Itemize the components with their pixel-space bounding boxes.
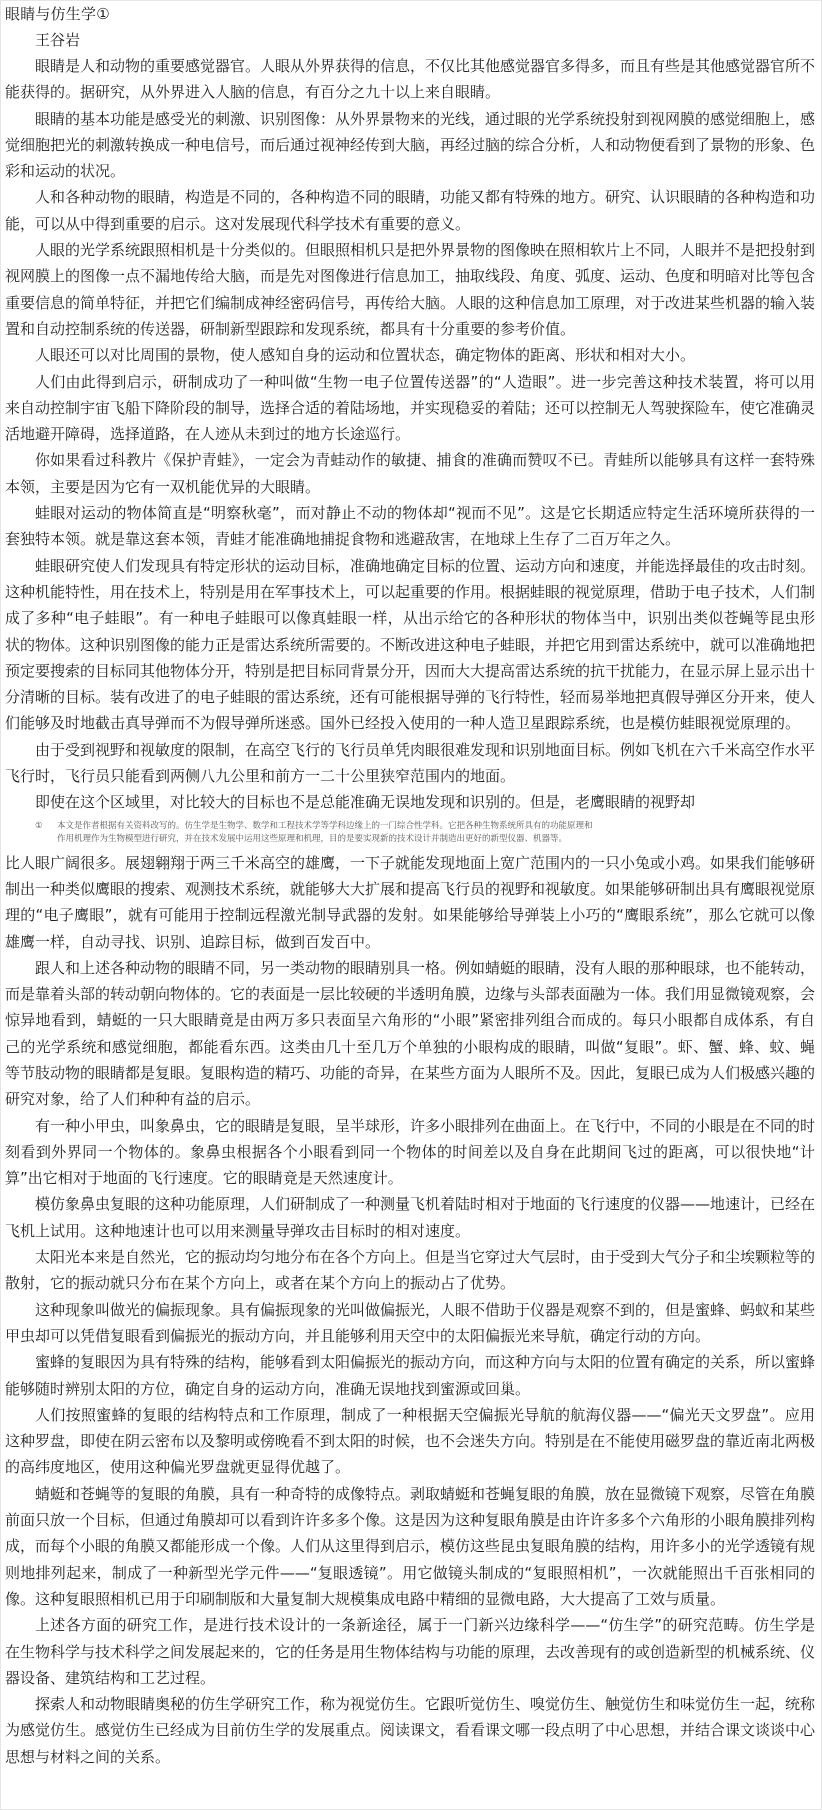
paragraph-6: 人们由此得到启示，研制成功了一种叫做“生物一电子位置传送器”的“人造眼”。进一步完善这种技术装置，将可以用来自动控制宇宙飞船下降阶段的制导，选择合适的着陆场地，并实现稳妥的着陆；还可以控制无人驾驶探险车，使它准确灵活地避开障碍，选择道路，在人迹从未到过的地方长途巡行。 [5, 372, 816, 444]
document-title: 眼睛与仿生学① [5, 5, 110, 23]
paragraph-16: 太阳光本来是自然光，它的振动均匀地分布在各个方向上。但是当它穿过大气层时，由于受到大气分子和尘埃颗粒等的散射，它的振动就只分布在某个方向上，或者在某个方向上的振动占了优势。 [5, 1248, 816, 1293]
footnote-mark: ① [35, 820, 43, 831]
paragraph-5: 人眼还可以对比周围的景物，使人感知自身的运动和位置状态，确定物体的距离、形状和相对大小。 [35, 346, 696, 365]
footnote-text: 本文是作者根据有关资料改写的。仿生学是生物学、数学和工程技术学等学科边缘上的一门综合性学科。它把各种生物系统所具有的功能原理和作用机理作为生物模型进行研究，并在技术发展中运用这些原理和机理，目的是要实现新的技术设计并制造出更好的新型仪器、机器等。 [57, 820, 593, 844]
paragraph-10: 由于受到视野和视敏度的限制，在高空飞行的飞行员单凭肉眼很难发现和识别地面目标。例如飞机在六千米高空作水平飞行时，飞行员只能看到两侧八九公里和前方一二十公里狭窄范围内的地面。 [5, 740, 816, 786]
paragraph-4: 人眼的光学系统跟照相机是十分类似的。但眼照相机只是把外界景物的图像映在照相软片上不同，人眼并不是把投射到视网膜上的图像一点不漏地传给大脑，而是先对图像进行信息加工，抽取线段、角度、弧度、运动、色度和明暗对比等包含重要信息的简单特征，并把它们编制成神经密码信号，再传给大脑。人眼的这种信息加工原理，对于改进某些机器的输入装置和自动控制系统的传送器，研制新型跟踪和发现系统，都具有十分重要的参考价值。 [5, 241, 816, 338]
footnote [5, 816, 595, 850]
paragraph-12: 比人眼广阔很多。展翅翱翔于两三千米高空的雄鹰，一下子就能发现地面上宽广范围内的一只小兔或小鸡。如果我们能够研制出一种类似鹰眼的搜索、观测技术系统，就能够大大扩展和提高飞行员的视野和视敏度。如果能够研制出具有鹰眼视觉原理的“电子鹰眼”，就有可能用于控制远程激光制导武器的发射。如果能够给导弹装上小巧的“鹰眼系统”，那么它就可以像雄鹰一样，自动寻找、识别、追踪目标，做到百发百中。 [5, 853, 816, 951]
paragraph-1: 眼睛是人和动物的重要感觉器官。人眼从外界获得的信息，不仅比其他感觉器官多得多，而且有些是其他感觉器官所不能获得的。据研究，从外界进入人脑的信息，有百分之九十以上来自眼睛。 [5, 57, 816, 102]
paragraph-22: 探索人和动物眼睛奥秘的仿生学研究工作，称为视觉仿生。它跟听觉仿生、嗅觉仿生、触觉仿生和味觉仿生一起，统称为感觉仿生。感觉仿生已经成为目前仿生学的发展重点。阅读课文，看看课文哪一段点明了中心思想，并结合课文谈谈中心思想与材料之间的关系。 [5, 1695, 816, 1766]
paragraph-13: 跟人和上述各种动物的眼睛不同，另一类动物的眼睛别具一格。例如蜻蜓的眼睛，没有人眼的那种眼球，也不能转动，而是靠着头部的转动朝向物体的。它的表面是一层比较硬的半透明角膜，边缘与头部表面融为一体。我们用显微镜观察，会惊异地看到，蜻蜓的一只大眼睛竟是由两万多只表面呈六角形的“小眼”紧密排列组合而成的。每只小眼都自成体系，有自己的光学系统和感觉细胞，都能看东西。这类由几十至几万个单独的小眼构成的眼睛，叫做“复眼”。虾、蟹、蜂、蚊、蝇等节肢动物的眼睛都是复眼。复眼构造的精巧、功能的奇异，在某些方面为人眼所不及。因此，复眼已成为人们极感兴趣的研究对象，给了人们种种有益的启示。 [5, 958, 816, 1109]
paragraph-19: 人们按照蜜蜂的复眼的结构特点和工作原理，制成了一种根据天空偏振光导航的航海仪器——“偏光天文罗盘”。应用这种罗盘，即使在阴云密布以及黎明或傍晚看不到太阳的时候，也不会迷失方向。特别是在不能使用磁罗盘的靠近南北两极的高纬度地区，使用这种偏光罗盘就更显得优越了。 [5, 1405, 816, 1477]
paragraph-9: 蛙眼研究使人们发现具有特定形状的运动目标，准确地确定目标的位置、运动方向和速度，并能选择最佳的攻击时刻。这种机能特性，用在技术上，特别是用在军事技术上，可以起重要的作用。根据蛙眼的视觉原理，借助于电子技术，人们制成了多种“电子蛙眼”。有一种电子蛙眼可以像真蛙眼一样，从出示给它的各种形状的物体当中，识别出类似苍蝇等昆虫形状的物体。这种识别图像的能力正是雷达系统所需要的。不断改进这种电子蛙眼，并把它用到雷达系统中，就可以准确地把预定要搜索的目标同其他物体分开，特别是把目标同背景分开，因而大大提高雷达系统的抗干扰能力，在显示屏上显示出十分清晰的目标。装有改进了的电子蛙眼的雷达系统，还有可能根据导弹的飞行特性，轻而易举地把真假导弹区分开来，使人们能够及时地截击真导弹而不为假导弹所迷惑。国外已经投入使用的一种人造卫星跟踪系统，也是模仿蛙眼视觉原理的。 [5, 556, 816, 733]
paragraph-14: 有一种小甲虫，叫象鼻虫，它的眼睛是复眼，呈半球形，许多小眼排列在曲面上。在飞行中，不同的小眼是在不同的时刻看到外界同一个物体的。象鼻虫根据各个小眼看到同一个物体的时间差以及自身在此期间飞过的距离，可以很快地“计算”出它相对于地面的飞行速度。它的眼睛竟是天然速度计。 [5, 1116, 816, 1188]
author-name: 王谷岩 [35, 31, 81, 49]
paragraph-2: 眼睛的基本功能是感受光的刺激、识别图像：从外界景物来的光线，通过眼的光学系统投射到视网膜的感觉细胞上，感觉细胞把光的刺激转换成一种电信号，而后通过视神经传到大脑，再经过脑的综合分析，人和动物便看到了景物的形象、色彩和运动的状况。 [5, 109, 816, 181]
paragraph-18: 蜜蜂的复眼因为具有特殊的结构，能够看到太阳偏振光的振动方向，而这种方向与太阳的位置有确定的关系，所以蜜蜂能够随时辨别太阳的方位，确定自身的运动方向，准确无误地找到蜜源或回巢。 [5, 1353, 816, 1398]
paragraph-8: 蛙眼对运动的物体简直是“明察秋毫”，而对静止不动的物体却“视而不见”。这是它长期适应特定生活环境所获得的一套独特本领。就是靠这套本领，青蛙才能准确地捕捉食物和逃避敌害，在地球上生存了二百万年之久。 [5, 504, 815, 549]
paragraph-7: 你如果看过科教片《保护青蛙》，一定会为青蛙动作的敏捷、捕食的准确而赞叹不已。青蛙所以能够具有这样一套特殊本领，主要是因为它有一双机能优异的大眼睛。 [5, 451, 815, 496]
paragraph-21: 上述各方面的研究工作，是进行技术设计的一条新途径，属于一门新兴边缘科学——“仿生学”的研究范畴。仿生学是在生物科学与技术科学之间发展起来的，它的任务是用生物体结构与功能的原理，去改善现有的或创造新型的机械系统、仪器设备、建筑结构和工艺过程。 [5, 1616, 816, 1687]
paragraph-20: 蜻蜓和苍蝇等的复眼的角膜，具有一种奇特的成像特点。剥取蜻蜓和苍蝇复眼的角膜，放在显微镜下观察，尽管在角膜前面只放一个目标，但通过角膜却可以看到许许多多个像。这是因为这种复眼角膜是由许许多多个六角形的小眼角膜排列构成，而每个小眼的角膜又都能形成一个像。人们从这里得到启示，模仿这些昆虫复眼角膜的结构，用许多小的光学透镜有规则地排列起来，制成了一种新型光学元件——“复眼透镜”。用它做镜头制成的“复眼照相机”，一次就能照出千百张相同的像。这种复眼照相机已用于印刷制版和大量复制大规模集成电路中精细的显微电路，大大提高了工效与质量。 [5, 1484, 816, 1608]
paragraph-17: 这种现象叫做光的偏振现象。具有偏振现象的光叫做偏振光，人眼不借助于仪器是观察不到的，但是蜜蜂、蚂蚁和某些甲虫却可以凭借复眼看到偏振光的振动方向，并且能够利用天空中的太阳偏振光来导航，确定行动的方向。 [5, 1300, 816, 1345]
paragraph-15: 模仿象鼻虫复眼的这种功能原理，人们研制成了一种测量飞机着陆时相对于地面的飞行速度的仪器——地速计，已经在飞机上试用。这种地速计也可以用来测量导弹攻击目标时的相对速度。 [5, 1195, 816, 1240]
paragraph-3: 人和各种动物的眼睛，构造是不同的，各种构造不同的眼睛，功能又都有特殊的地方。研究、认识眼睛的各种构造和功能，可以从中得到重要的启示。这对发展现代科学技术有重要的意义。 [5, 188, 816, 233]
paragraph-11: 即使在这个区域里，对比较大的目标也不是总能准确无误地发现和识别的。但是，老鹰眼睛的视野却 [35, 793, 696, 812]
